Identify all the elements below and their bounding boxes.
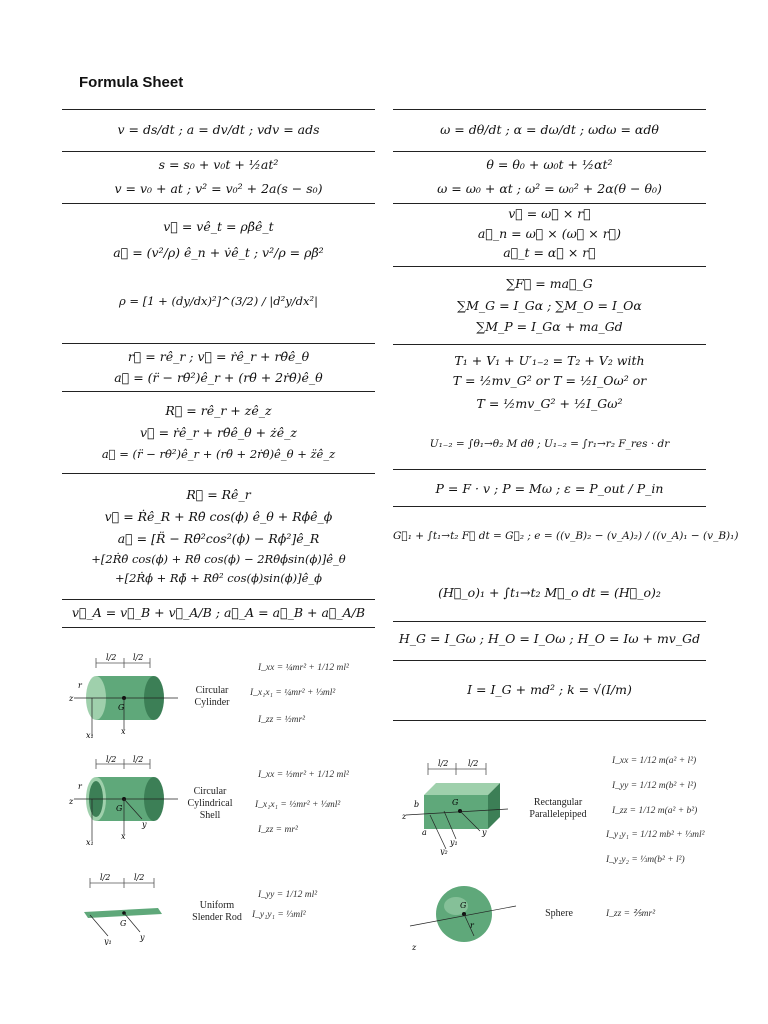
rule xyxy=(62,109,375,110)
box-iy1y1: I_y₁y₁ = 1/12 mb² + ⅓ml² xyxy=(606,830,705,840)
rule xyxy=(62,473,375,474)
right-column xyxy=(393,0,739,1024)
cyl-izz: I_zz = ½mr² xyxy=(258,715,305,725)
svg-text:l/2: l/2 xyxy=(106,755,117,764)
rule xyxy=(62,343,375,344)
sph-acceleration-phi: +[2Ṙϕ̇ + Rϕ̈ + Rθ̇² cos(ϕ)sin(ϕ)]ê_ϕ xyxy=(115,571,322,585)
work-integrals: U₁₋₂ = ∫θ₁→θ₂ M dθ ; U₁₋₂ = ∫r₁→r₂ F_res · dr xyxy=(429,438,670,450)
rigid-velocity: v⃗ = ω⃗ × r⃗ xyxy=(508,206,591,221)
svg-text:G: G xyxy=(116,804,123,813)
cylindrical-shell-figure xyxy=(66,755,186,850)
circular-cylinder-figure xyxy=(66,650,186,740)
kinetic-energy-general: T = ½mv_G² + ½I_Gω² xyxy=(476,396,623,411)
omega-const-alpha: ω = ω₀ + αt ; ω² = ω₀² + 2α(θ − θ₀) xyxy=(437,181,662,196)
rule xyxy=(393,621,706,622)
sph-position: R⃗ = Rê_r xyxy=(186,487,251,502)
cyl-acceleration: a⃗ = (r̈ − rθ̇²)ê_r + (rθ̈ + 2ṙθ̇)ê_θ + z̈ê_z xyxy=(101,447,336,461)
svg-text:G: G xyxy=(460,901,467,910)
svg-text:l/2: l/2 xyxy=(468,759,479,768)
rule xyxy=(62,599,375,600)
sphere-figure xyxy=(408,880,518,955)
svg-text:y₁: y₁ xyxy=(450,838,458,847)
rule xyxy=(393,720,706,721)
newton-force: ∑F⃗ = ma⃗_G xyxy=(506,276,593,291)
svg-text:z: z xyxy=(69,694,74,703)
svg-text:r: r xyxy=(78,681,82,690)
rigid-normal-accel: a⃗_n = ω⃗ × (ω⃗ × r⃗) xyxy=(477,226,622,241)
rule xyxy=(62,151,375,152)
parallelepiped-figure xyxy=(400,755,520,855)
sphere-izz: I_zz = ⅖mr² xyxy=(606,909,656,919)
svg-text:l/2: l/2 xyxy=(438,759,449,768)
svg-text:z: z xyxy=(69,797,74,806)
sphere-label: Sphere xyxy=(545,908,573,919)
box-iyy: I_yy = 1/12 m(b² + l²) xyxy=(612,781,697,791)
svg-text:x: x xyxy=(121,727,126,736)
sph-acceleration-theta: +[2Ṙθ̇ cos(ϕ) + Rθ̈ cos(ϕ) − 2Rθ̇ϕ̇sin(ϕ)]ê_θ xyxy=(91,552,346,566)
kinetic-energy-options: T = ½mv_G² or T = ½I_Oω² or xyxy=(452,373,647,388)
rod-iy1y1: I_y₁y₁ = ⅓ml² xyxy=(252,910,306,920)
circular-cylinder-label: Circular Cylinder xyxy=(194,685,230,708)
rule xyxy=(62,627,375,628)
svg-text:l/2: l/2 xyxy=(133,653,144,662)
angular-impulse: (H⃗_o)₁ + ∫t₁→t₂ M⃗_o dt = (H⃗_o)₂ xyxy=(438,585,661,600)
page-title: Formula Sheet xyxy=(79,74,184,91)
parallelepiped-label: Rectangular Parallelepiped xyxy=(529,797,587,820)
rule xyxy=(393,109,706,110)
cyl-position: R⃗ = rê_r + zê_z xyxy=(165,403,272,418)
rigid-tangential-accel: a⃗_t = α⃗ × r⃗ xyxy=(503,245,596,260)
rule xyxy=(393,203,706,204)
shell-ix1x1: I_x₁x₁ = ½mr² + ⅓ml² xyxy=(255,800,341,810)
svg-text:G: G xyxy=(452,798,459,807)
svg-text:y: y xyxy=(482,828,487,837)
rule xyxy=(393,506,706,507)
rod-iyy: I_yy = 1/12 ml² xyxy=(258,890,318,900)
sph-acceleration-r: a⃗ = [R̈ − Rθ̇²cos²(ϕ) − Rϕ̇²]ê_R xyxy=(117,531,320,546)
svg-text:a: a xyxy=(422,828,427,837)
rule xyxy=(393,344,706,345)
rule xyxy=(62,391,375,392)
rule xyxy=(393,469,706,470)
svg-text:r: r xyxy=(78,782,82,791)
svg-text:y₁: y₁ xyxy=(104,937,112,945)
polar-velocity: r⃗ = rê_r ; v⃗ = ṙê_r + rθ̇ê_θ xyxy=(127,349,310,364)
angular-momentum: H_G = I_Gω ; H_O = I_Oω ; H_O = Iω + mv_Gd xyxy=(398,631,701,646)
linear-impulse-restitution: G⃗₁ + ∫t₁→t₂ F⃗ dt = G⃗₂ ; e = ((v_B)₂ − (v_A)₂) / ((v_A)₁ − (v_B)₁) xyxy=(393,530,739,542)
cylindrical-shell-label: Circular Cylindrical Shell xyxy=(187,786,233,821)
svg-text:x₁: x₁ xyxy=(86,838,94,847)
svg-text:z: z xyxy=(412,943,417,952)
slender-rod-figure xyxy=(78,870,178,945)
sph-velocity: v⃗ = Ṙê_R + Rθ̇ cos(ϕ) ê_θ + Rϕ̇ê_ϕ xyxy=(104,509,333,524)
svg-text:G: G xyxy=(120,919,127,928)
newton-moments: ∑M_G = I_Gα ; ∑M_O = I_Oα xyxy=(457,298,642,313)
radius-of-curvature: ρ = [1 + (dy/dx)²]^(3/2) / |d²y/dx²| xyxy=(119,294,318,308)
slender-rod-label: Uniform Slender Rod xyxy=(192,900,242,923)
nt-acceleration: a⃗ = (v²/ρ) ê_n + v̇ê_t ; v²/ρ = ρβ̇² xyxy=(113,245,324,260)
box-izz: I_zz = 1/12 m(a² + b²) xyxy=(612,806,698,816)
parallel-axis: I = I_G + md² ; k = √(I/m) xyxy=(467,682,632,697)
shell-ixx: I_xx = ½mr² + 1/12 ml² xyxy=(258,770,349,780)
svg-text:l/2: l/2 xyxy=(134,873,145,882)
position-const-accel: s = s₀ + v₀t + ½at² xyxy=(158,157,279,172)
svg-text:l/2: l/2 xyxy=(106,653,117,662)
svg-text:r: r xyxy=(470,921,474,930)
angle-const-alpha: θ = θ₀ + ω₀t + ½αt² xyxy=(486,157,613,172)
energy-conservation: T₁ + V₁ + U′₁₋₂ = T₂ + V₂ with xyxy=(454,353,645,368)
power-efficiency: P = F · v ; P = Mω ; ε = P_out / P_in xyxy=(435,481,664,496)
svg-text:G: G xyxy=(118,703,125,712)
cyl-ixx: I_xx = ¼mr² + 1/12 ml² xyxy=(258,663,349,673)
svg-text:z: z xyxy=(402,812,407,821)
polar-acceleration: a⃗ = (r̈ − rθ̇²)ê_r + (rθ̈ + 2ṙθ̇)ê_θ xyxy=(114,370,323,385)
relative-motion: v⃗_A = v⃗_B + v⃗_A/B ; a⃗_A = a⃗_B + a⃗_A/B xyxy=(71,605,366,620)
rect-kinematics-formula: v = ds/dt ; a = dv/dt ; vdv = ads xyxy=(117,122,320,137)
svg-text:y: y xyxy=(142,820,147,829)
newton-moment-p: ∑M_P = I_Gα + ma_Gd xyxy=(476,319,623,334)
nt-velocity: v⃗ = vê_t = ρβ̇ê_t xyxy=(163,219,274,234)
svg-text:y₂: y₂ xyxy=(440,847,448,855)
svg-text:x₁: x₁ xyxy=(86,731,94,740)
box-iy2y2: I_y₂y₂ = ⅓m(b² + l²) xyxy=(606,855,685,865)
box-ixx: I_xx = 1/12 m(a² + l²) xyxy=(612,756,697,766)
cyl-velocity: v⃗ = ṙê_r + rθ̇ê_θ + żê_z xyxy=(140,425,297,440)
cyl-ix1x1: I_x₁x₁ = ¼mr² + ⅓ml² xyxy=(250,688,336,698)
rule xyxy=(393,266,706,267)
svg-text:x: x xyxy=(121,832,126,841)
rule xyxy=(393,660,706,661)
svg-text:b: b xyxy=(414,800,420,809)
svg-text:l/2: l/2 xyxy=(100,873,111,882)
angular-kinematics: ω = dθ/dt ; α = dω/dt ; ωdω = αdθ xyxy=(440,122,659,137)
velocity-const-accel: v = v₀ + at ; v² = v₀² + 2a(s − s₀) xyxy=(114,181,323,196)
svg-text:y: y xyxy=(140,933,145,942)
svg-text:l/2: l/2 xyxy=(133,755,144,764)
rule xyxy=(62,203,375,204)
shell-izz: I_zz = mr² xyxy=(258,825,298,835)
rule xyxy=(393,151,706,152)
